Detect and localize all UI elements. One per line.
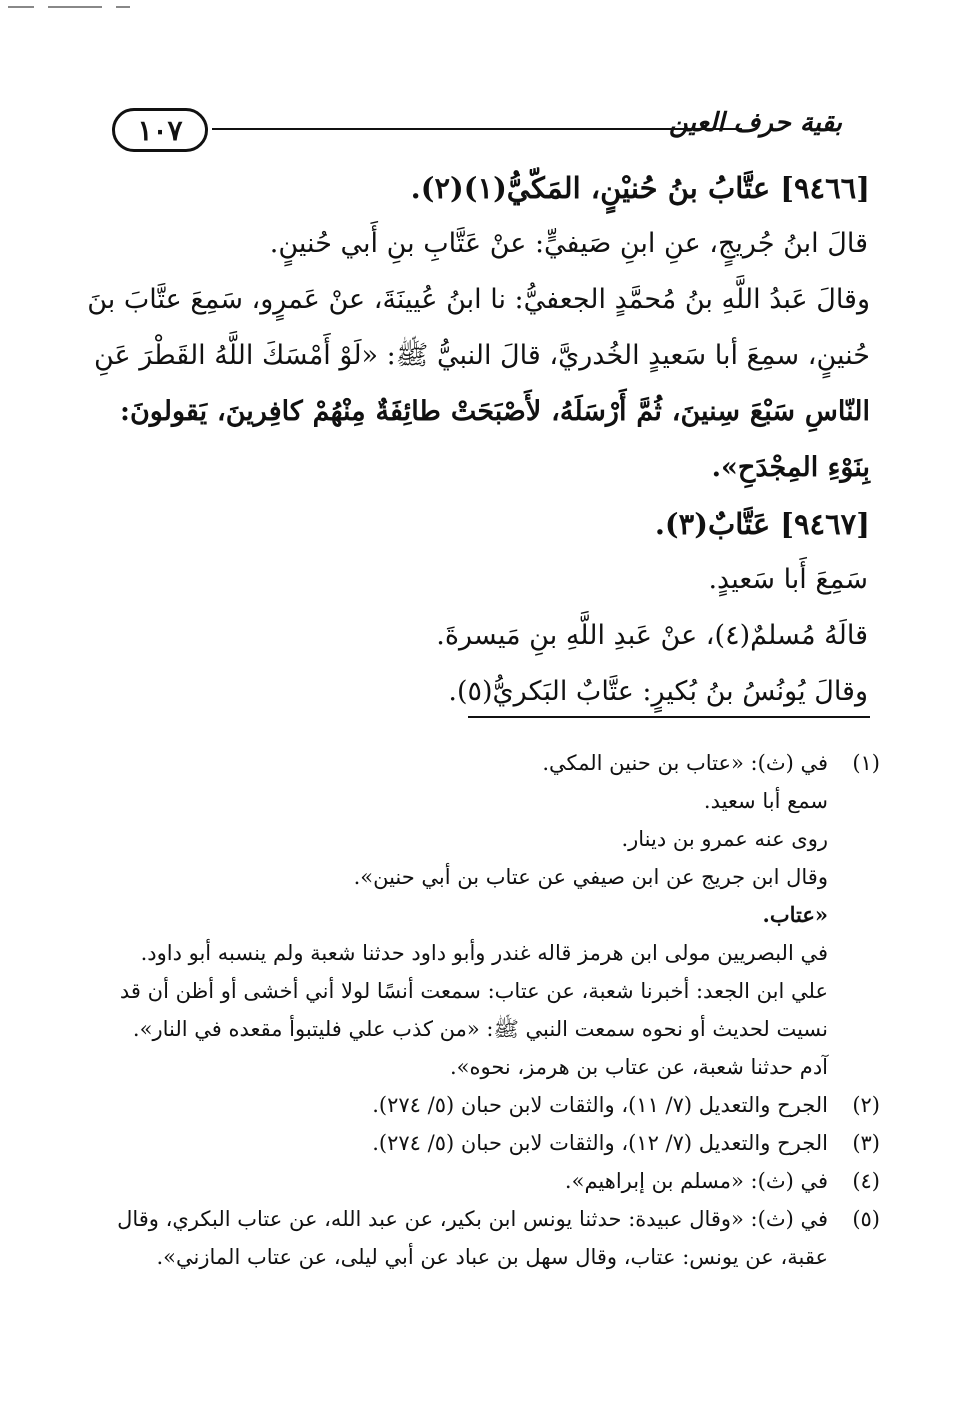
scan-mark (48, 6, 102, 8)
header-rule (212, 128, 742, 130)
footnote-line: الجرح والتعديل (٧/ ١٢)، والثقات لابن حبان (٥/ ٢٧٤). (372, 1131, 828, 1155)
footnote-number: (٢) (852, 1093, 880, 1117)
text-line: وقالَ عَبدُ اللَّهِ بنُ مُحمَّدٍ الجعفيُّ: نا ابنُ عُيينَةَ، عنْ عَمرٍو، سَمِعَ عتَّابَ بنَ (87, 284, 870, 315)
footnote-line: في البصريين مولى ابن هرمز قاله غندر وأبو داود حدثنا شعبة ولم ينسبه أبو داود. (140, 941, 828, 965)
footnotes (117, 744, 880, 1276)
footnote-body (120, 1124, 828, 1162)
main-text (87, 160, 870, 720)
footnote-line: عقبة، عن يونس: عتاب، وقال سهل بن عباد عن أبي ليلى، عن عتاب المازني». (156, 1245, 828, 1269)
running-title: بقية حرف العين (669, 108, 842, 138)
text-line: قالَهُ مُسلمٌ(٤)، عنْ عَبدِ اللَّهِ بنِ مَيسرةَ. (436, 620, 868, 651)
footnote (117, 1200, 880, 1276)
text-line: بِنَوْءِ المِجْدَحِ». (711, 452, 870, 483)
footnote-number: (٣) (852, 1131, 880, 1155)
footnote-line: نسيت لحديث أو نحوه سمعت النبي ﷺ: «من كذب علي فليتبوأ مقعده في النار». (132, 1017, 828, 1041)
page-number: ١٠٧ (112, 108, 208, 152)
footnote (120, 1162, 880, 1200)
text-line: حُنينٍ، سمِعَ أبا سَعيدٍ الخُدريَّ، قالَ النبيُّ ﷺ: «لَوْ أَمْسَكَ اللَّهُ القَطْرَ عَنِ (94, 340, 870, 371)
text-line: [٩٤٦٦] عتَّابُ بنُ حُنيْنٍ، المَكّيُّ(١)(٢). (410, 171, 870, 205)
footnote-line: سمع أبا سعيد. (703, 789, 828, 813)
text-line: النّاسِ سَبْعَ سِنينَ، ثُمَّ أَرْسَلَهُ، لأَصْبَحَتْ طائِفَةٌ مِنْهُمْ كافِرينَ، يَقولونَ: (120, 396, 870, 427)
footnote-number: (٤) (852, 1169, 880, 1193)
footnote-line: في (ث): «وقال عبيدة: حدثنا يونس ابن بكير، عن عبد الله، عن عتاب البكري، وقال (117, 1207, 828, 1231)
footnote-line: روى عنه عمرو بن دينار. (621, 827, 828, 851)
footnote-body (117, 1200, 828, 1276)
footnote (120, 1124, 880, 1162)
footnote-line: علي ابن الجعد: أخبرنا شعبة، عن عتاب: سمعت أنسًا لولا أني أخشى أو أظن أن قد (119, 979, 828, 1003)
footnote (120, 744, 880, 1086)
page-header (112, 108, 842, 158)
text-line: وقالَ يُونُسُ بنُ بُكيرٍ: عتَّابٌ البَكريُّ(٥). (448, 676, 868, 707)
footnote-line: في (ث): «عتاب بن حنين المكي. (542, 751, 828, 775)
footnote-line: الجرح والتعديل (٧/ ١١)، والثقات لابن حبان (٥/ ٢٧٤). (372, 1093, 828, 1117)
scan-mark (116, 6, 130, 8)
footnote-line: «عتاب. (762, 902, 828, 927)
footnote-line: آدم حدثنا شعبة، عن عتاب بن هرمز، نحوه». (449, 1055, 828, 1079)
footnote-number: (٥) (852, 1207, 880, 1231)
footnote-number: (١) (852, 751, 880, 775)
footnote-separator (468, 716, 870, 718)
footnote (120, 1086, 880, 1124)
footnote-body (120, 1162, 828, 1200)
footnote-line: في (ث): «مسلم بن إبراهيم». (564, 1169, 828, 1193)
footnote-line: وقال ابن جريج عن ابن صيفي عن عتاب بن أبي حنين». (353, 865, 828, 889)
text-line: [٩٤٦٧] عَتَّابٌ(٣). (654, 507, 870, 541)
footnote-body (120, 1086, 828, 1124)
text-line: قالَ ابنُ جُريجٍ، عنِ ابنِ صَيفيٍّ: عنْ عَتَّابِ بنِ أَبي حُنينٍ. (269, 228, 868, 259)
footnote-body (120, 744, 828, 1086)
scan-mark (8, 6, 34, 8)
text-line: سَمِعَ أَبا سَعيدٍ. (708, 564, 868, 595)
